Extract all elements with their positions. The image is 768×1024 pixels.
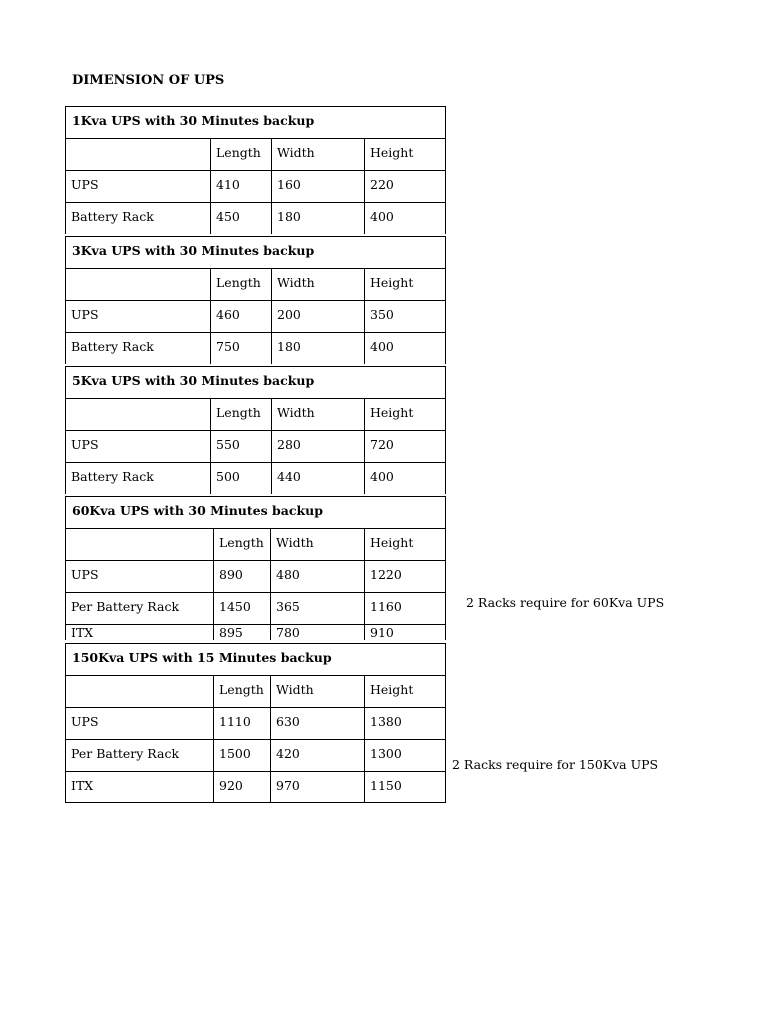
ups-5kva-table <box>65 366 446 494</box>
column-header-width: Width <box>270 529 364 560</box>
length-cell: 1110 <box>213 708 270 739</box>
row-label: ITX <box>71 625 94 640</box>
ups-1kva-table <box>65 106 446 234</box>
table-heading: 150Kva UPS with 15 Minutes backup <box>72 650 332 665</box>
column-header-item <box>66 269 210 300</box>
row-label: Battery Rack <box>71 209 154 224</box>
width-cell: 200 <box>271 301 364 332</box>
column-header-length: Length <box>213 676 270 707</box>
table-row <box>65 592 446 624</box>
row-label: Per Battery Rack <box>71 599 180 614</box>
rack-note-150kva: 2 Racks require for 150Kva UPS <box>452 757 659 772</box>
table-row <box>65 624 446 640</box>
column-header-row <box>65 138 446 170</box>
column-header-width: Width <box>270 676 364 707</box>
length-cell: 550 <box>210 431 271 462</box>
length-cell: 1500 <box>213 740 270 771</box>
rack-note-60kva: 2 Racks require for 60Kva UPS <box>466 595 665 610</box>
column-header-height: Height <box>364 676 445 707</box>
table-heading-row <box>65 496 446 528</box>
table-heading-row <box>65 366 446 398</box>
height-cell: 1150 <box>364 772 445 802</box>
height-cell: 400 <box>364 333 445 364</box>
height-cell: 1220 <box>364 561 445 592</box>
column-header-length: Length <box>213 529 270 560</box>
table-row <box>65 170 446 202</box>
column-header-item <box>66 676 213 707</box>
column-header-row <box>65 398 446 430</box>
row-label: Per Battery Rack <box>71 746 180 761</box>
column-header-length: Length <box>210 269 271 300</box>
height-cell: 350 <box>364 301 445 332</box>
width-cell: 280 <box>271 431 364 462</box>
row-label: UPS <box>71 307 99 322</box>
table-heading: 5Kva UPS with 30 Minutes backup <box>72 373 315 388</box>
ups-150kva-table <box>65 643 446 803</box>
table-row <box>65 560 446 592</box>
row-label: UPS <box>71 177 99 192</box>
width-cell: 180 <box>271 203 364 234</box>
length-cell: 500 <box>210 463 271 494</box>
table-heading: 3Kva UPS with 30 Minutes backup <box>72 243 315 258</box>
width-cell: 365 <box>270 593 364 624</box>
ups-3kva-table <box>65 236 446 364</box>
column-header-height: Height <box>364 139 445 170</box>
length-cell: 750 <box>210 333 271 364</box>
table-row <box>65 430 446 462</box>
column-header-row <box>65 268 446 300</box>
column-header-length: Length <box>210 139 271 170</box>
table-heading: 60Kva UPS with 30 Minutes backup <box>72 503 323 518</box>
page-title: DIMENSION OF UPS <box>72 73 225 88</box>
width-cell: 180 <box>271 333 364 364</box>
ups-60kva-table <box>65 496 446 640</box>
column-header-height: Height <box>364 269 445 300</box>
table-heading: 1Kva UPS with 30 Minutes backup <box>72 113 315 128</box>
column-header-row <box>65 528 446 560</box>
height-cell: 400 <box>364 203 445 234</box>
table-row <box>65 332 446 364</box>
table-heading-row <box>65 236 446 268</box>
table-heading-row <box>65 106 446 138</box>
column-header-width: Width <box>271 139 364 170</box>
column-header-width: Width <box>271 399 364 430</box>
height-cell: 1160 <box>364 593 445 624</box>
column-header-item <box>66 399 210 430</box>
width-cell: 970 <box>270 772 364 802</box>
width-cell: 780 <box>270 625 364 640</box>
table-heading-row <box>65 643 446 675</box>
length-cell: 450 <box>210 203 271 234</box>
row-label: Battery Rack <box>71 339 154 354</box>
length-cell: 920 <box>213 772 270 802</box>
length-cell: 890 <box>213 561 270 592</box>
column-header-row <box>65 675 446 707</box>
width-cell: 630 <box>270 708 364 739</box>
column-header-width: Width <box>271 269 364 300</box>
width-cell: 480 <box>270 561 364 592</box>
row-label: UPS <box>71 567 99 582</box>
length-cell: 460 <box>210 301 271 332</box>
height-cell: 1380 <box>364 708 445 739</box>
column-header-length: Length <box>210 399 271 430</box>
row-label: UPS <box>71 437 99 452</box>
table-row <box>65 771 446 803</box>
table-row <box>65 739 446 771</box>
height-cell: 720 <box>364 431 445 462</box>
height-cell: 1300 <box>364 740 445 771</box>
row-label: Battery Rack <box>71 469 154 484</box>
length-cell: 410 <box>210 171 271 202</box>
height-cell: 400 <box>364 463 445 494</box>
row-label: ITX <box>71 778 94 793</box>
column-header-height: Height <box>364 399 445 430</box>
width-cell: 420 <box>270 740 364 771</box>
table-row <box>65 300 446 332</box>
row-label: UPS <box>71 714 99 729</box>
table-row <box>65 202 446 234</box>
width-cell: 440 <box>271 463 364 494</box>
column-header-height: Height <box>364 529 445 560</box>
table-row <box>65 707 446 739</box>
column-header-item <box>66 529 213 560</box>
table-row <box>65 462 446 494</box>
length-cell: 1450 <box>213 593 270 624</box>
length-cell: 895 <box>213 625 270 640</box>
height-cell: 220 <box>364 171 445 202</box>
column-header-item <box>66 139 210 170</box>
width-cell: 160 <box>271 171 364 202</box>
height-cell: 910 <box>364 625 445 640</box>
